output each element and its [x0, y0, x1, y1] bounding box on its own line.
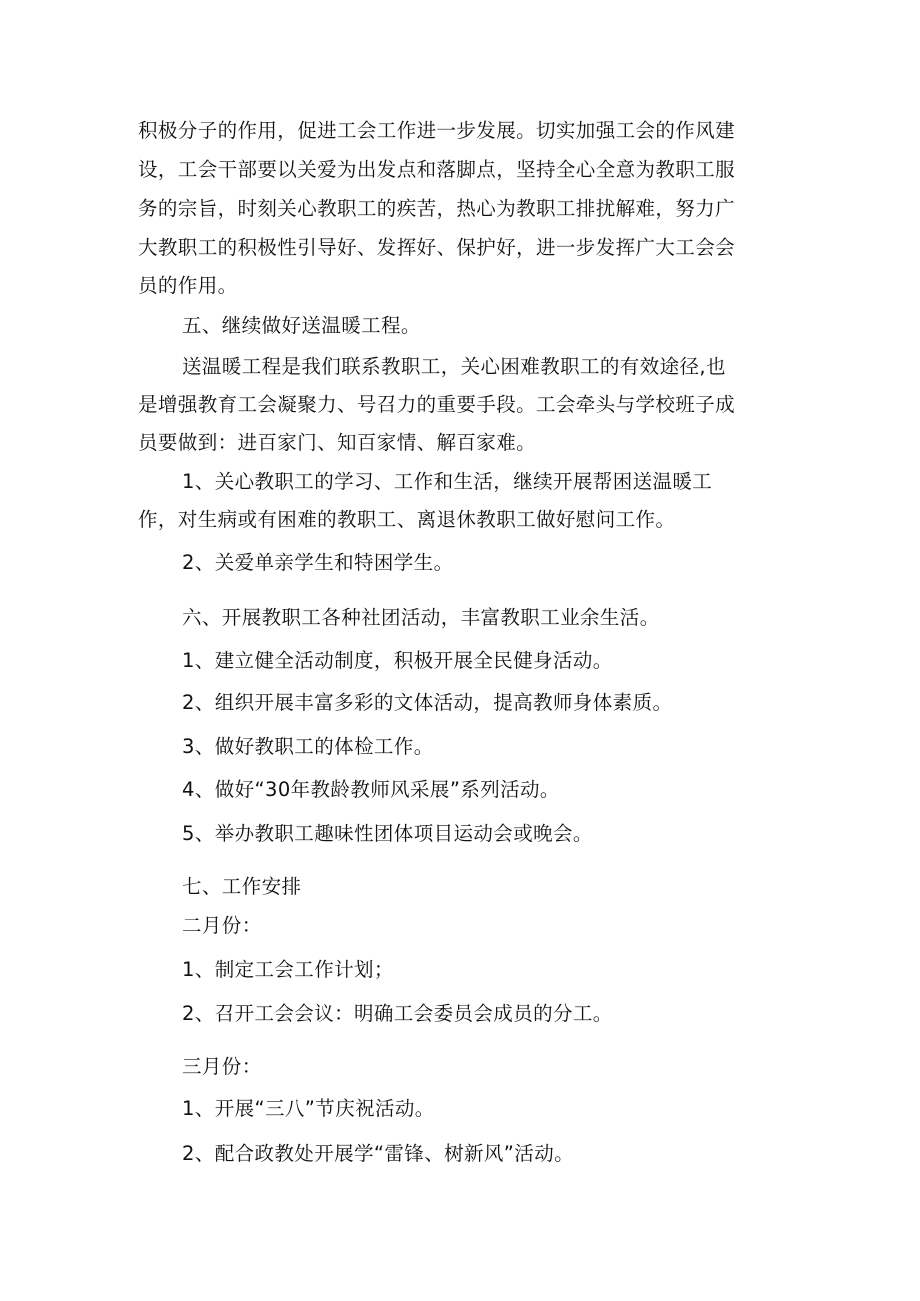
list-item: 2、配合政教处开展学“雷锋、树新风”活动。	[182, 1142, 575, 1165]
paragraph-line: 员要做到：进百家门、知百家情、解百家难。	[138, 431, 537, 454]
list-item: 3、做好教职工的体检工作。	[182, 735, 434, 758]
list-item: 2、关爱单亲学生和特困学生。	[182, 551, 454, 574]
month-label-march: 三月份：	[182, 1055, 262, 1078]
section-heading-5: 五、继续做好送温暖工程。	[182, 314, 421, 337]
paragraph-line: 设，工会干部要以关爱为出发点和落脚点，坚持全心全意为教职工服	[138, 158, 736, 181]
list-item: 1、建立健全活动制度，积极开展全民健身活动。	[182, 649, 613, 672]
list-item: 1、开展“三八”节庆祝活动。	[182, 1097, 435, 1120]
list-item-continuation: 作，对生病或有困难的教职工、离退休教职工做好慰问工作。	[138, 508, 676, 531]
list-item: 2、召开工会会议：明确工会委员会成员的分工。	[182, 1002, 613, 1025]
month-label-february: 二月份：	[182, 914, 262, 937]
list-item: 5、举办教职工趣味性团体项目运动会或晚会。	[182, 822, 593, 845]
list-item: 4、做好“30年教龄教师风采展”系列活动。	[182, 778, 560, 801]
section-heading-6: 六、开展教职工各种社团活动，丰富教职工业余生活。	[182, 606, 660, 629]
list-item: 1、关心教职工的学习、工作和生活，继续开展帮困送温暖工	[182, 470, 713, 493]
paragraph-line: 积极分子的作用，促进工会工作进一步发展。切实加强工会的作风建	[138, 119, 736, 142]
paragraph-line: 送温暖工程是我们联系教职工，关心困难教职工的有效途径,也	[182, 355, 726, 378]
paragraph-line: 员的作用。	[138, 274, 238, 297]
paragraph-line: 务的宗旨，时刻关心教职工的疾苦，热心为教职工排扰解难，努力广	[138, 197, 736, 220]
list-item: 1、制定工会工作计划；	[182, 958, 394, 981]
section-heading-7: 七、工作安排	[182, 875, 302, 898]
paragraph-line: 是增强教育工会凝聚力、号召力的重要手段。工会牵头与学校班子成	[138, 393, 736, 416]
paragraph-line: 大教职工的积极性引导好、发挥好、保护好，进一步发挥广大工会会	[138, 236, 736, 259]
list-item: 2、组织开展丰富多彩的文体活动，提高教师身体素质。	[182, 691, 673, 714]
